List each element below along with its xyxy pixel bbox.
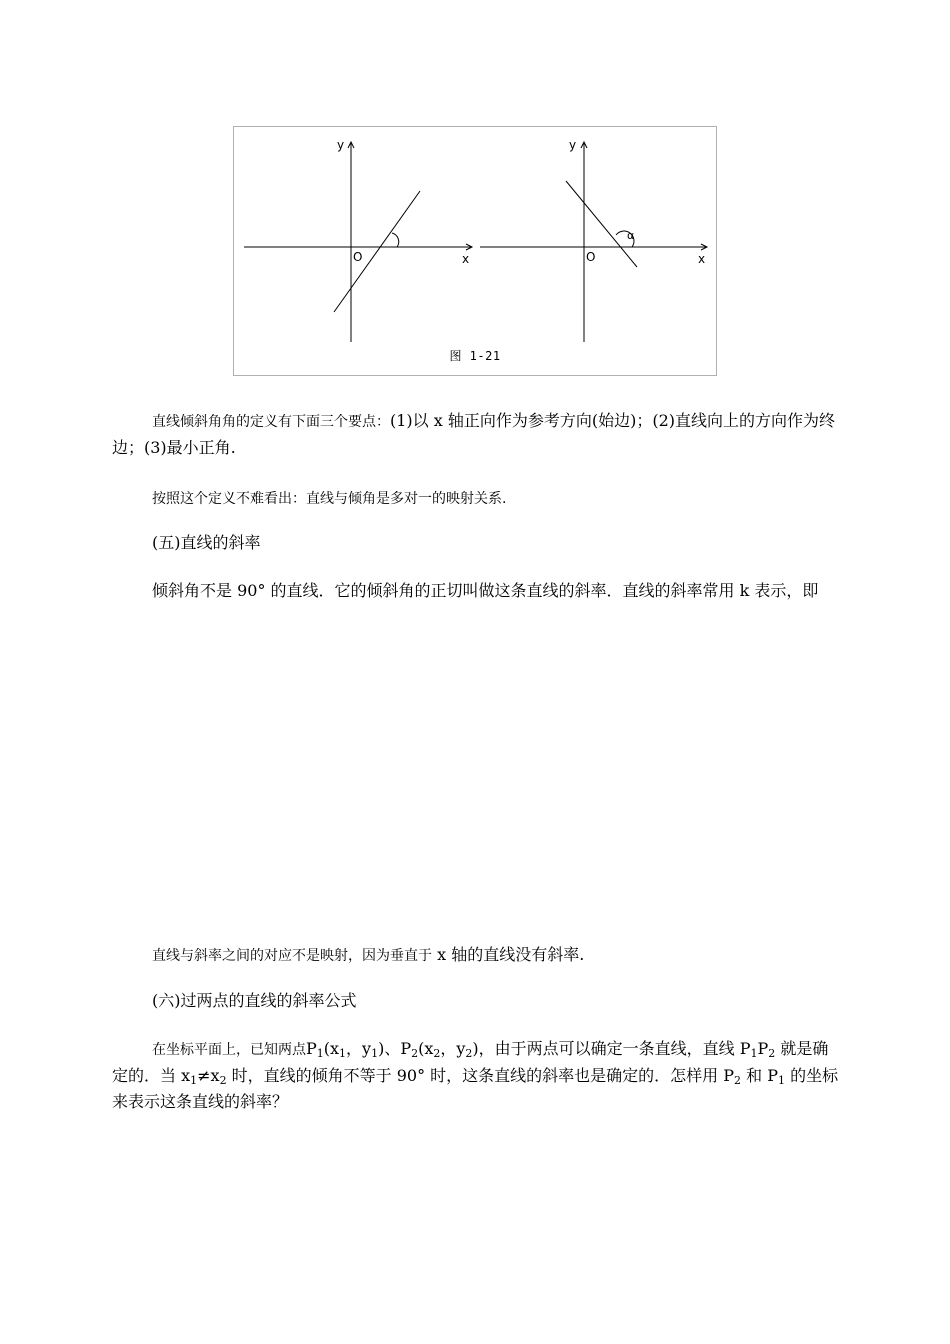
subscript: 2	[768, 1047, 776, 1060]
right-angle-label: α	[627, 229, 635, 242]
subscript: 1	[339, 1047, 347, 1060]
paragraph-slope-mapping	[112, 942, 840, 969]
paragraph-slope-definition: 倾斜角不是 90° 的直线．它的倾斜角的正切叫做这条直线的斜率．直线的斜率常用 k 表示，即	[152, 581, 819, 600]
text-fragment: P	[306, 1039, 317, 1058]
text-fragment: ，y	[440, 1039, 466, 1058]
right-line	[566, 181, 637, 267]
section-heading-five: (五)直线的斜率	[152, 533, 261, 552]
text-fragment: 的坐标来表示这条直线的斜率？	[112, 1066, 839, 1111]
figure-1-21	[233, 126, 717, 376]
subscript: 2	[734, 1074, 742, 1087]
right-origin-label: O	[586, 250, 596, 264]
text-fragment: (x	[418, 1039, 434, 1058]
left-graph	[244, 142, 472, 342]
paragraph-two-point-slope	[112, 1036, 840, 1115]
text-fragment: 就是确定的．当 x	[112, 1039, 829, 1085]
subscript: 2	[411, 1047, 419, 1060]
left-angle-arc	[392, 233, 399, 247]
figure-caption: 图 1-21	[449, 349, 501, 363]
text-fragment: ，y	[346, 1039, 372, 1058]
subscript: 1	[371, 1047, 379, 1060]
subscript: 2	[433, 1047, 441, 1060]
text-fragment: 时，直线的倾角不等于 90° 时，这条直线的斜率也是确定的．怎样用 P	[226, 1066, 735, 1085]
text-fragment: )，由于两点可以确定一条直线，直线 P	[472, 1039, 751, 1058]
subscript: 1	[778, 1074, 785, 1087]
paragraph-lead: 直线倾斜角角的定义有下面三个要点：	[152, 414, 390, 430]
subscript: 2	[219, 1074, 227, 1087]
right-y-label: y	[569, 138, 577, 152]
subscript: 1	[190, 1074, 198, 1087]
paragraph-inclination-definition	[112, 408, 840, 461]
left-x-label: x	[462, 252, 470, 266]
text-fragment: ≠x	[197, 1066, 220, 1085]
left-y-label: y	[337, 138, 345, 152]
text-fragment: (x	[323, 1039, 340, 1058]
text-fragment: P	[757, 1039, 769, 1058]
paragraph-lead: 直线与斜率之间的对应不是映射，因为垂直于	[152, 948, 432, 964]
left-line	[334, 191, 420, 312]
paragraph-rest: x 轴的直线没有斜率.	[432, 945, 585, 964]
text-fragment: 在坐标平面上，已知两点	[152, 1042, 306, 1058]
right-x-label: x	[698, 252, 706, 266]
text-fragment: )、P	[378, 1039, 412, 1058]
subscript: 1	[750, 1047, 758, 1060]
paragraph-rest: (1)以 x 轴正向作为参考方向(始边)；(2)直线向上的方向作为终边；(3)最小正角.	[112, 411, 836, 457]
subscript: 1	[316, 1047, 324, 1060]
left-origin-label: O	[353, 250, 363, 264]
section-heading-six: (六)过两点的直线的斜率公式	[152, 991, 357, 1010]
right-graph	[480, 142, 707, 342]
text-fragment: 和 P	[741, 1066, 778, 1085]
paragraph-mapping-note: 按照这个定义不难看出：直线与倾角是多对一的映射关系.	[152, 491, 507, 507]
coordinate-graphs	[234, 127, 718, 377]
subscript: 2	[465, 1047, 473, 1060]
